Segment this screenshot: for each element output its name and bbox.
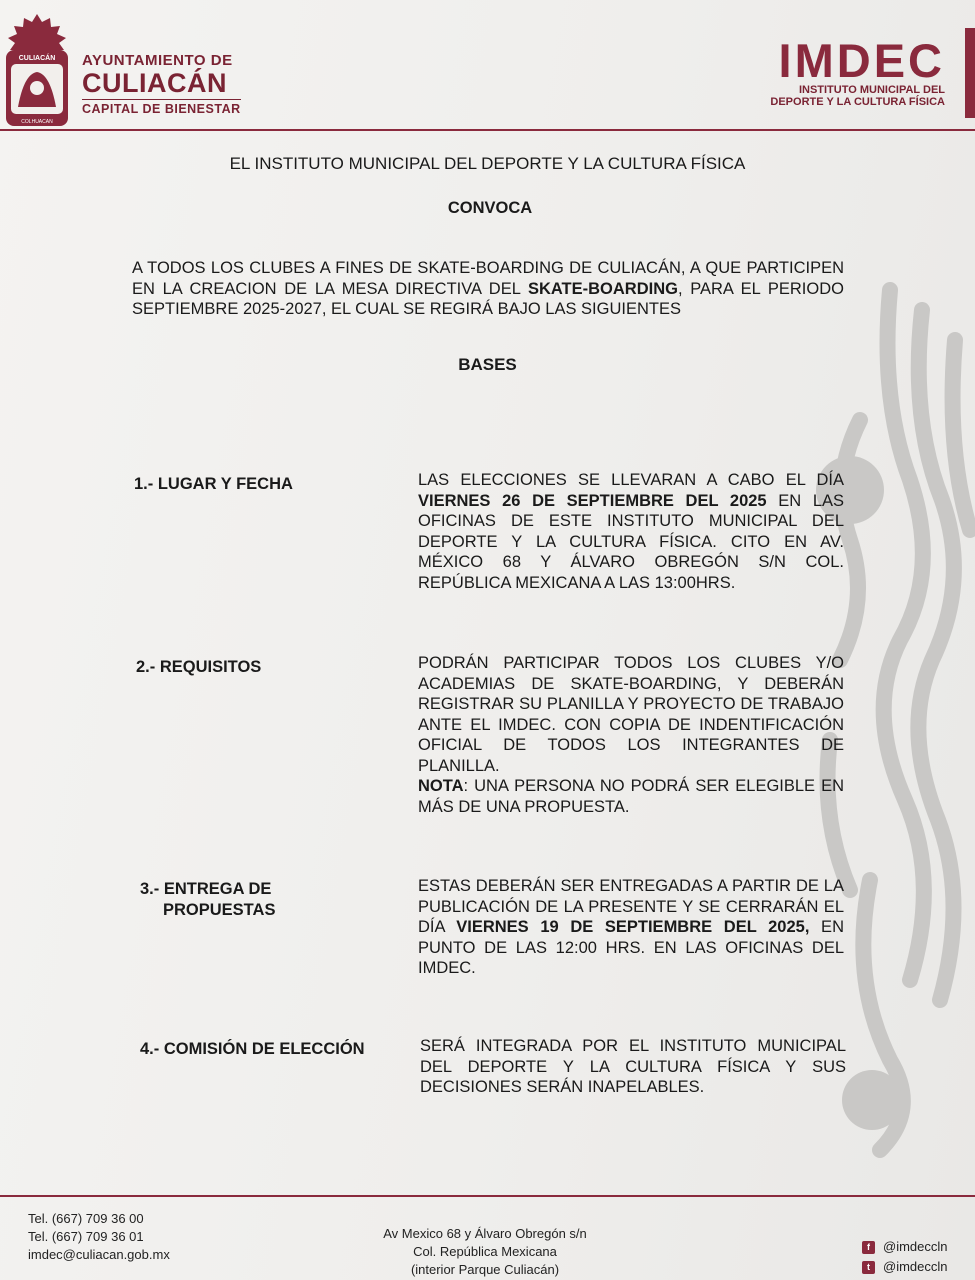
footer-facebook xyxy=(862,1237,948,1257)
ayuntamiento-line3: CAPITAL DE BIENESTAR xyxy=(82,99,241,116)
facebook-icon: f xyxy=(862,1241,875,1254)
section-1-bold: VIERNES 26 DE SEPTIEMBRE DEL 2025 xyxy=(418,491,767,510)
intro-text-1: A TODOS LOS CLUBES A FINES DE SKATE-BOARDING DE CULIACÁN, A QUE PARTICIPEN EN LA CREACION DE LA MESA DIRECTIVA DEL xyxy=(132,259,844,298)
imdec-subtitle-1: INSTITUTO MUNICIPAL DEL xyxy=(798,84,945,96)
section-3-text-1: ESTAS DEBERÁN SER ENTREGADAS A PARTIR DE LA PUBLICACIÓN DE LA PRESENTE Y SE CERRARÁN EL DÍA xyxy=(418,877,844,936)
shield-text-bottom: COLHUACAN xyxy=(21,119,53,125)
culiacan-shield-logo xyxy=(2,12,72,130)
document-heading: EL INSTITUTO MUNICIPAL DEL DEPORTE Y LA CULTURA FÍSICA xyxy=(229,154,746,173)
section-2-nota-label: NOTA xyxy=(418,777,464,795)
section-3-bold: VIERNES 19 DE SEPTIEMBRE DEL 2025, xyxy=(456,918,810,936)
section-3-label xyxy=(140,879,275,920)
letterhead xyxy=(0,0,975,132)
section-3-text-2: EN PUNTO DE LAS 12:00 HRS. EN LAS OFICINAS DEL IMDEC. xyxy=(418,918,844,977)
facebook-handle: @imdeccln xyxy=(883,1239,948,1254)
footer-twitter xyxy=(862,1257,948,1277)
ayuntamiento-line2: CULIACÁN xyxy=(82,68,227,98)
section-3-body xyxy=(418,876,844,979)
edge-color-bar xyxy=(965,28,975,118)
intro-text-bold: SKATE-BOARDING xyxy=(527,279,678,298)
header-divider xyxy=(0,129,975,131)
section-2-label: 2.- REQUISITOS xyxy=(136,658,262,676)
intro-text-2: , PARA EL PERIODO SEPTIEMBRE 2025-2027, EL CUAL SE REGIRÁ BAJO LAS SIGUIENTES xyxy=(132,279,844,318)
twitter-handle: @imdeccln xyxy=(883,1259,948,1274)
ayuntamiento-wordmark xyxy=(82,52,241,116)
twitter-icon: t xyxy=(862,1261,875,1274)
shield-text-top: CULIACÁN xyxy=(18,55,56,62)
footer-address xyxy=(300,1225,670,1279)
imdec-wordmark: IMDEC xyxy=(778,34,945,87)
section-2-nota-text: : UNA PERSONA NO PODRÁ SER ELEGIBLE EN MÁS DE UNA PROPUESTA. xyxy=(418,777,844,816)
bases-title: BASES xyxy=(458,355,517,374)
intro-paragraph xyxy=(132,258,844,320)
convoca-title: CONVOCA xyxy=(447,199,533,217)
footer-address-1: Av Mexico 68 y Álvaro Obregón s/n xyxy=(383,1226,587,1241)
section-2-body xyxy=(418,653,844,817)
footer-phone-1: Tel. (667) 709 36 00 xyxy=(28,1211,144,1226)
footer-contact xyxy=(28,1210,170,1264)
section-1-text-2: EN LAS OFICINAS DE ESTE INSTITUTO MUNICIPAL DEL DEPORTE Y LA CULTURA FÍSICA. CITO EN AV. MÉXICO 68 Y ÁLVARO OBREGÓN S/N COL. REPÚBLICA MEXICANA A LAS 13:00HRS. xyxy=(418,491,845,592)
footer-email: imdec@culiacan.gob.mx xyxy=(28,1247,170,1262)
section-1-label: 1.- LUGAR Y FECHA xyxy=(134,475,293,493)
section-2-text: PODRÁN PARTICIPAR TODOS LOS CLUBES Y/O ACADEMIAS DE SKATE-BOARDING, Y DEBERÁN REGISTRAR SU PLANILLA Y PROYECTO DE TRABAJO ANTE EL IMDEC. CON COPIA DE INDENTIFICACIÓN OFICIAL DE TODOS LOS INTEGRANTES DE PLANILLA. xyxy=(418,654,844,775)
section-1-text-1: LAS ELECCIONES SE LLEVARAN A CABO EL DÍA xyxy=(418,471,844,489)
section-3-label-line2: PROPUESTAS xyxy=(163,900,276,919)
ayuntamiento-line1: AYUNTAMIENTO DE xyxy=(82,52,233,69)
section-4-body: SERÁ INTEGRADA POR EL INSTITUTO MUNICIPAL DEL DEPORTE Y LA CULTURA FÍSICA Y SUS DECISIONES SERÁN INAPELABLES. xyxy=(420,1037,846,1096)
section-3-label-line1: 3.- ENTREGA DE xyxy=(140,880,272,898)
section-1-body xyxy=(418,470,844,593)
footer-address-3: (interior Parque Culiacán) xyxy=(410,1262,560,1277)
imdec-logo xyxy=(770,34,945,108)
footer-social xyxy=(862,1237,948,1277)
imdec-subtitle-2: DEPORTE Y LA CULTURA FÍSICA xyxy=(770,96,945,108)
footer-address-2: Col. República Mexicana xyxy=(413,1244,557,1259)
footer-divider xyxy=(0,1195,975,1197)
footer-phone-2: Tel. (667) 709 36 01 xyxy=(28,1229,144,1244)
section-4-label: 4.- COMISIÓN DE ELECCIÓN xyxy=(140,1040,365,1058)
